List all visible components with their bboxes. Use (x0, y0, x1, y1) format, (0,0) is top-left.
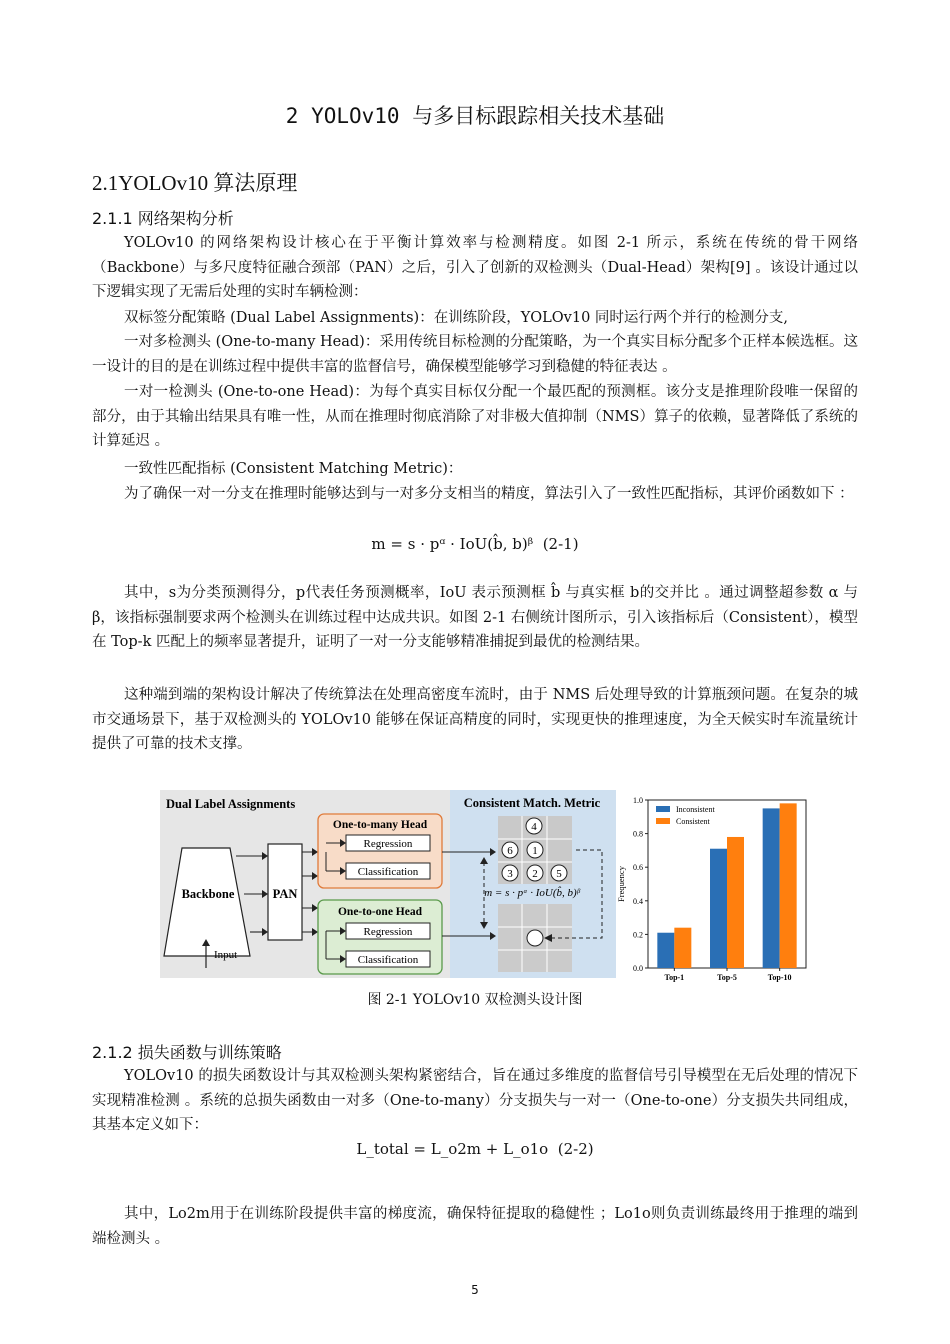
y-tick-label: 0.2 (633, 930, 643, 940)
figure-caption: 图 2-1 YOLOv10 双检测头设计图 (367, 992, 583, 1008)
x-tick-label: Top-1 (664, 973, 685, 982)
backbone-label: Backbone (181, 887, 235, 901)
paragraph-end-to-end: 这种端到端的架构设计解决了传统算法在处理高密度车流时，由于 NMS 后处理导致的计算瓶颈问题。在复杂的城市交通场景下，基于双检测头的 YOLOv10 能够在保证高精度的同时，实现更快的推理速度，为全天候实时车流量统计提供了可靠的技术支撑。 (92, 687, 858, 752)
subsection-title-network: 2.1.1 网络架构分析 (92, 209, 234, 228)
bar-inconsistent-top-1 (657, 933, 674, 968)
chapter-title: 2 YOLOv10 与多目标跟踪相关技术基础 (285, 104, 665, 128)
circle-label-6: 6 (507, 845, 513, 857)
legend-swatch-inconsistent (656, 806, 670, 812)
o2o-classification-label: Classification (357, 954, 419, 966)
figure-dual-head (158, 786, 812, 982)
o2m-regression-label: Regression (363, 838, 413, 850)
y-tick-label: 0.4 (633, 896, 643, 906)
one-to-one-label: One-to-one Head (337, 906, 423, 918)
bar-inconsistent-top-10 (763, 808, 780, 968)
o2m-classification-label: Classification (357, 866, 419, 878)
pan-label: PAN (272, 887, 298, 901)
subsection-title-loss: 2.1.2 损失函数与训练策略 (92, 1043, 282, 1062)
paragraph-metric-explanation: 其中，s为分类预测得分，p代表任务预测概率，IoU 表示预测框 b̂ 与真实框 b的交并比 。通过调整超参数 α 与 β，该指标强制要求两个检测头在训练过程中达成共识。如图 2-1 右侧统计图所示，引入该指标后（Consistent），模型在 Top-k 匹配上的频率显著提升，证明了一对一分支能够精准捕捉到最优的检测结果。 (92, 585, 858, 650)
bar-consistent-top-10 (780, 803, 797, 968)
bar-consistent-top-5 (727, 837, 744, 968)
circle-label-4: 4 (531, 821, 537, 833)
equation-2-2: L_total = L_o2m + L_o1o (2-2) (356, 1140, 594, 1158)
circle-label-5: 5 (556, 868, 562, 880)
frequency-bar-chart (616, 796, 806, 982)
consistent-metric-title: Consistent Match. Metric (463, 796, 601, 810)
y-axis-label: Frequency (616, 866, 626, 902)
bar-inconsistent-top-5 (710, 849, 727, 968)
section-title: 2.1YOLOv10 算法原理 (92, 171, 298, 195)
legend-label-consistent: Consistent (676, 817, 710, 826)
one-to-many-label: One-to-many Head (332, 819, 428, 831)
paragraph-one-to-many: 一对多检测头 (One-to-many Head)：采用传统目标检测的分配策略，为一个真实目标分配多个正样本候选框。这一设计的目的是在训练过程中提供丰富的监督信号，确保模型能够学习到稳健的特征表达 。 (92, 334, 858, 375)
paragraph-loss-intro: YOLOv10 的损失函数设计与其双检测头架构紧密结合，旨在通过多维度的监督信号引导模型在无后处理的情况下实现精准检测 。系统的总损失函数由一对多（One-to-many）分支损失与一对一（One-to-one）分支损失共同组成，其基本定义如下： (92, 1068, 858, 1133)
paragraph-loss-explanation: 其中，Lo2m用于在训练阶段提供丰富的梯度流，确保特征提取的稳健性 ；Lo1o则负责训练最终用于推理的端到端检测头 。 (92, 1206, 858, 1247)
o2o-regression-label: Regression (363, 926, 413, 938)
x-tick-label: Top-5 (717, 973, 737, 982)
circle-label-2: 2 (532, 868, 538, 880)
y-tick-label: 0.6 (633, 863, 643, 873)
y-tick-label: 0.0 (633, 964, 643, 973)
paragraph-one-to-one: 一对一检测头 (One-to-one Head)：为每个真实目标仅分配一个最匹配的预测框。该分支是推理阶段唯一保留的部分，由于其输出结果具有唯一性，从而在推理时彻底消除了对非极大值抑制（NMS）算子的依赖，显著降低了系统的计算延迟 。 (92, 384, 858, 449)
paragraph-metric-purpose: 为了确保一对一分支在推理时能够达到与一对多分支相当的精度，算法引入了一致性匹配指标，其评价函数如下 ： (124, 486, 854, 502)
y-tick-label: 0.8 (633, 829, 643, 839)
metric-formula: m = s · pᵅ · IoU(b̂, b)ᵝ (484, 887, 580, 899)
circle-label-3: 3 (507, 868, 513, 880)
paragraph-consistent-metric: 一致性匹配指标 (Consistent Matching Metric)： (124, 461, 463, 477)
equation-2-1: m = s · pᵅ · IoU(b̂, b)ᵝ (2-1) (371, 535, 579, 553)
input-label: Input (214, 949, 238, 961)
y-tick-label: 1.0 (633, 796, 643, 805)
dual-label-title: Dual Label Assignments (166, 797, 296, 811)
paragraph-architecture-intro: YOLOv10 的网络架构设计核心在于平衡计算效率与检测精度。如图 2-1 所示，系统在传统的骨干网络（Backbone）与多尺度特征融合颈部（PAN）之后，引入了创新的双检测头（Dual-Head）架构[9] 。该设计通过以下逻辑实现了无需后处理的实时车辆检测： (92, 235, 858, 300)
legend-swatch-consistent (656, 818, 670, 824)
page-number: 5 (471, 1283, 479, 1297)
legend-label-inconsistent: Inconsistent (676, 805, 715, 814)
bar-consistent-top-1 (674, 928, 691, 968)
x-tick-label: Top-10 (767, 973, 792, 982)
circle-label-1: 1 (532, 845, 538, 857)
paragraph-dual-label: 双标签分配策略 (Dual Label Assignments)：在训练阶段，YOLOv10 同时运行两个并行的检测分支, (124, 310, 789, 326)
